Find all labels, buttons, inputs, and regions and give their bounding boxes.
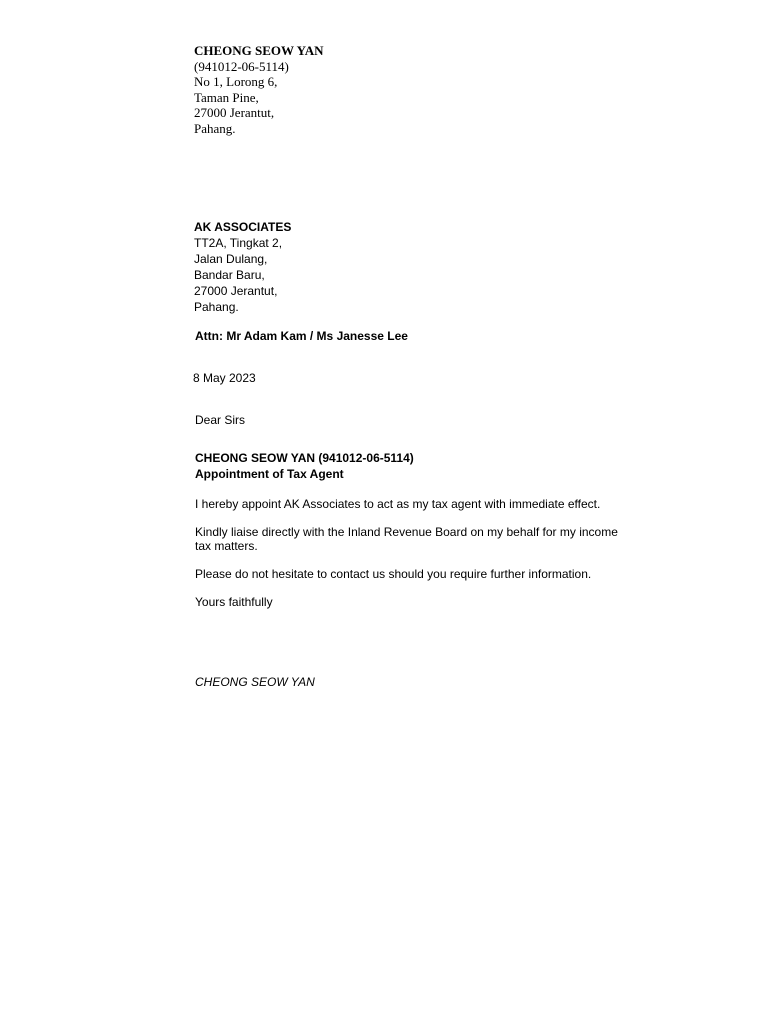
sender-address-line: No 1, Lorong 6, xyxy=(194,74,278,89)
sender-address-line: Pahang. xyxy=(194,120,236,136)
subject-block xyxy=(195,450,414,482)
letter-date: 8 May 2023 xyxy=(193,371,256,385)
recipient-address-line: Bandar Baru, xyxy=(194,268,265,282)
body-paragraph-line: tax matters. xyxy=(195,539,258,553)
body-paragraph-line: Kindly liaise directly with the Inland Revenue Board on my behalf for my income xyxy=(195,525,618,539)
salutation: Dear Sirs xyxy=(195,413,246,427)
subject-line: CHEONG SEOW YAN (941012-06-5114) xyxy=(195,451,414,465)
attention-line: Attn: Mr Adam Kam / Ms Janesse Lee xyxy=(195,329,408,343)
recipient-block xyxy=(194,219,291,315)
recipient-address-line: Pahang. xyxy=(194,300,239,314)
sender-name: CHEONG SEOW YAN xyxy=(194,43,324,58)
sender-block xyxy=(194,43,324,136)
recipient-address-line: TT2A, Tingkat 2, xyxy=(194,236,283,250)
signature-name: CHEONG SEOW YAN xyxy=(195,675,315,689)
body-paragraph: Please do not hesitate to contact us should you require further information. xyxy=(195,567,592,581)
body-paragraph: I hereby appoint AK Associates to act as my tax agent with immediate effect. xyxy=(195,497,601,511)
recipient-name: AK ASSOCIATES xyxy=(194,220,292,234)
sender-id: (941012-06-5114) xyxy=(194,58,289,74)
sender-address-line: Taman Pine, xyxy=(194,89,259,105)
subject-title: Appointment of Tax Agent xyxy=(195,467,344,481)
recipient-address-line: 27000 Jerantut, xyxy=(194,284,278,298)
sender-address-line: 27000 Jerantut, xyxy=(194,105,275,120)
body-paragraph xyxy=(195,524,618,554)
closing: Yours faithfully xyxy=(195,595,273,609)
recipient-address-line: Jalan Dulang, xyxy=(194,252,268,266)
